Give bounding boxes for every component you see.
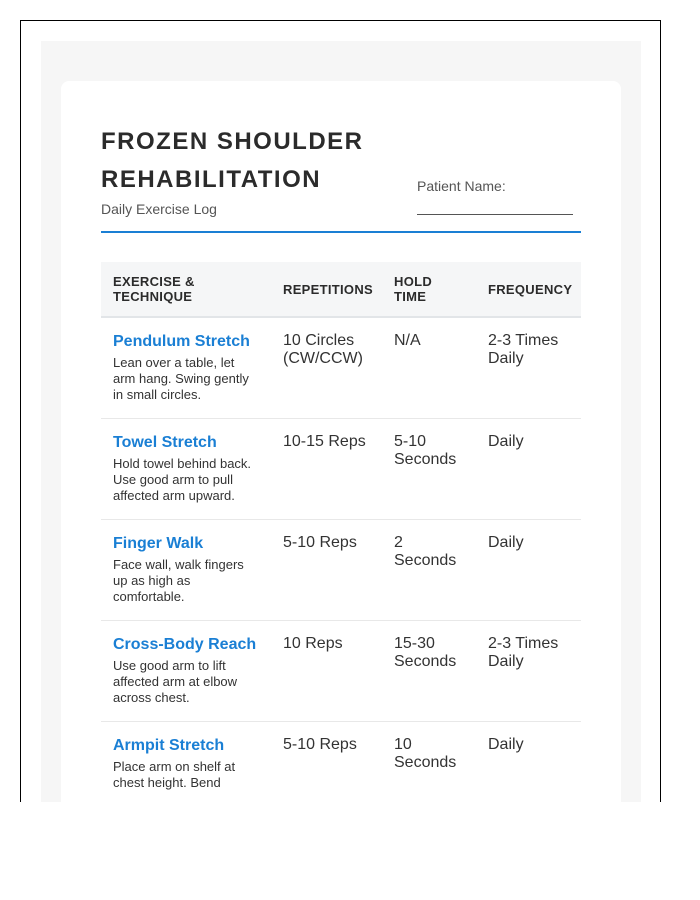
exercise-cell — [101, 419, 271, 520]
column-header-frequency: FREQUENCY — [476, 262, 581, 317]
table-header-row — [101, 262, 581, 317]
exercise-cell — [101, 621, 271, 722]
hold-time-cell: 2 Seconds — [382, 520, 476, 621]
table-row — [101, 520, 581, 621]
column-header-repetitions: REPETITIONS — [271, 262, 382, 317]
exercise-description: Face wall, walk fingers up as high as comfortable. — [113, 557, 244, 604]
patient-name-field[interactable] — [417, 178, 573, 215]
repetitions-cell: 5-10 Reps — [271, 722, 382, 803]
exercise-log-card — [61, 81, 621, 802]
exercise-table — [101, 262, 581, 802]
column-header-hold-time: HOLD TIME — [382, 262, 476, 317]
exercise-name: Finger Walk — [113, 535, 204, 552]
page-title: FROZEN SHOULDER REHABILITATION — [101, 128, 364, 193]
hold-time-cell: 15-30 Seconds — [382, 621, 476, 722]
patient-name-label: Patient Name: — [417, 178, 506, 194]
hold-time-cell: N/A — [382, 317, 476, 419]
page-backdrop — [41, 41, 641, 802]
table-row — [101, 317, 581, 419]
frequency-cell: 2-3 Times Daily — [476, 317, 581, 419]
exercise-description: Hold towel behind back. Use good arm to pull affected arm upward. — [113, 456, 252, 503]
frequency-cell: Daily — [476, 419, 581, 520]
log-header — [101, 121, 581, 233]
exercise-name: Towel Stretch — [113, 434, 217, 451]
page-subtitle: Daily Exercise Log — [101, 201, 217, 217]
table-row — [101, 621, 581, 722]
exercise-description: Place arm on shelf at chest height. Bend — [113, 759, 236, 790]
frequency-cell: Daily — [476, 722, 581, 803]
document-frame — [20, 20, 661, 802]
repetitions-cell: 10-15 Reps — [271, 419, 382, 520]
table-row — [101, 419, 581, 520]
repetitions-cell: 5-10 Reps — [271, 520, 382, 621]
exercise-name: Pendulum Stretch — [113, 333, 250, 350]
exercise-cell — [101, 520, 271, 621]
table-row — [101, 722, 581, 803]
exercise-name: Armpit Stretch — [113, 737, 225, 754]
patient-name-line[interactable] — [417, 214, 573, 215]
exercise-description: Use good arm to lift affected arm at elbow across chest. — [113, 658, 238, 705]
exercise-description: Lean over a table, let arm hang. Swing gently in small circles. — [113, 355, 249, 402]
repetitions-cell: 10 Reps — [271, 621, 382, 722]
frequency-cell: 2-3 Times Daily — [476, 621, 581, 722]
frequency-cell: Daily — [476, 520, 581, 621]
exercise-cell — [101, 722, 271, 803]
column-header-exercise: EXERCISE & TECHNIQUE — [101, 262, 271, 317]
exercise-name: Cross-Body Reach — [113, 636, 257, 653]
hold-time-cell: 10 Seconds — [382, 722, 476, 803]
repetitions-cell: 10 Circles (CW/CCW) — [271, 317, 382, 419]
hold-time-cell: 5-10 Seconds — [382, 419, 476, 520]
exercise-cell — [101, 317, 271, 419]
